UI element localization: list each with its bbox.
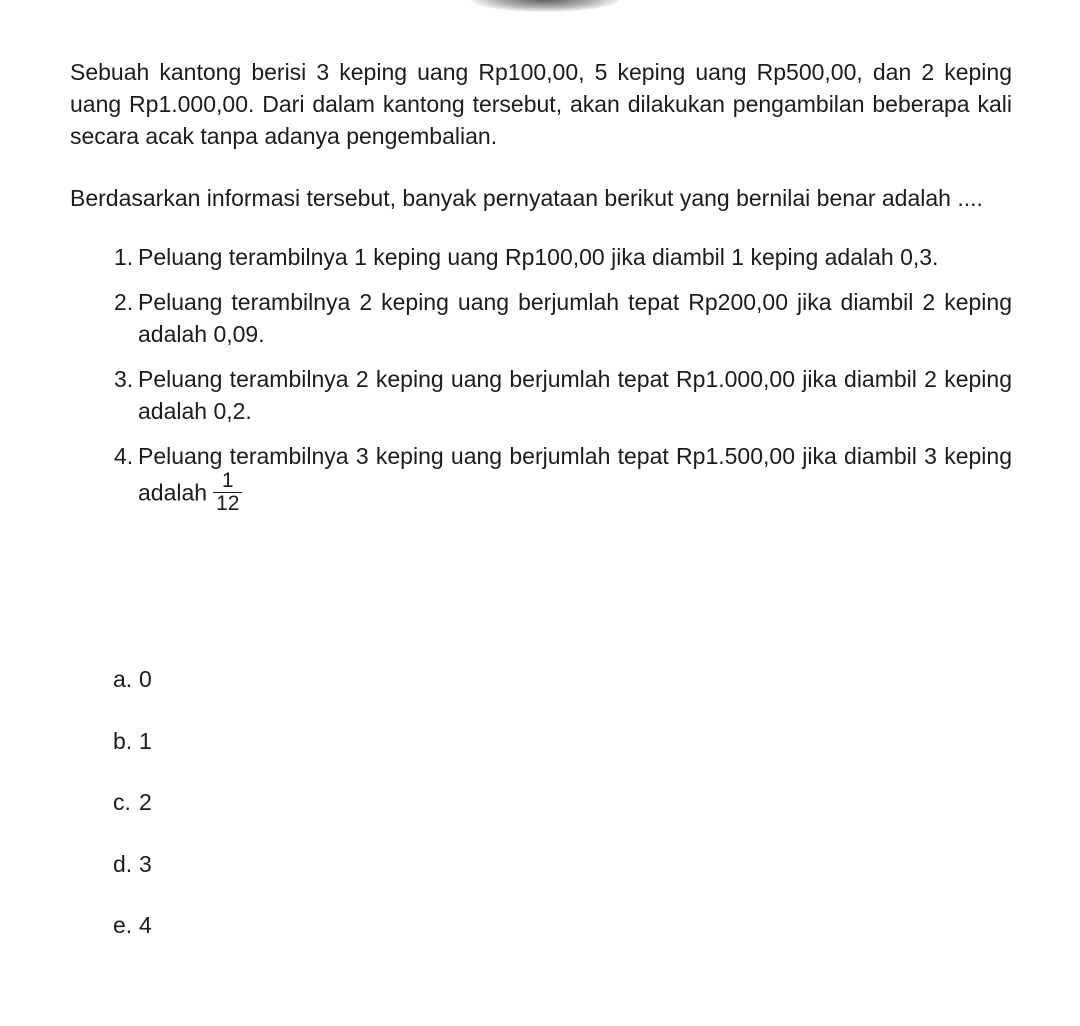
answer-options	[113, 664, 152, 972]
option-b[interactable]	[113, 726, 152, 788]
fraction-denominator: 12	[216, 492, 240, 515]
top-shadow	[470, 0, 620, 12]
statement-item	[114, 286, 1012, 350]
option-value: 2	[139, 789, 152, 815]
option-value: 3	[139, 850, 152, 877]
option-letter: d.	[113, 850, 133, 877]
statement-number: 3.	[114, 366, 134, 392]
statement-text: Peluang terambilnya 2 keping uang berjumlah tepat Rp200,00 jika diambil 2 keping adalah 0,09.	[138, 289, 1012, 347]
statement-text: Peluang terambilnya 2 keping uang berjumlah tepat Rp1.000,00 jika diambil 2 keping adalah 0,2.	[138, 366, 1012, 424]
statement-number: 1.	[114, 244, 134, 270]
statement-item	[114, 363, 1012, 427]
option-e[interactable]	[113, 910, 152, 972]
fraction	[213, 470, 242, 515]
statement-text: Peluang terambilnya 3 keping uang berjumlah tepat Rp1.500,00 jika diambil 3 keping adalah	[138, 443, 1012, 506]
question-card	[70, 56, 1012, 530]
option-value: 0	[139, 666, 152, 692]
statement-item	[114, 440, 1012, 517]
option-letter: b.	[113, 727, 133, 754]
option-value: 1	[139, 727, 152, 754]
option-a[interactable]	[113, 664, 152, 726]
option-c[interactable]	[113, 787, 152, 849]
intro-paragraph: Sebuah kantong berisi 3 keping uang Rp100,00, 5 keping uang Rp500,00, dan 2 keping uang Rp1.000,00. Dari dalam kantong tersebut, akan dilakukan pengambilan beberapa kali secara acak tanpa adanya pengembalian.	[70, 59, 1012, 149]
statement-text: Peluang terambilnya 1 keping uang Rp100,00 jika diambil 1 keping adalah 0,3.	[138, 244, 939, 270]
option-letter: e.	[113, 912, 133, 938]
question-text: Berdasarkan informasi tersebut, banyak pernyataan berikut yang bernilai benar adalah ....	[70, 185, 983, 211]
option-letter: a.	[113, 666, 133, 692]
statement-body	[138, 440, 1012, 517]
option-value: 4	[139, 912, 152, 938]
option-d[interactable]	[113, 849, 152, 911]
fraction-numerator: 1	[213, 470, 242, 493]
statement-number: 4.	[114, 443, 134, 469]
statement-item	[114, 241, 1012, 273]
statement-list	[114, 241, 1012, 517]
option-letter: c.	[113, 789, 131, 815]
statement-number: 2.	[114, 289, 134, 315]
